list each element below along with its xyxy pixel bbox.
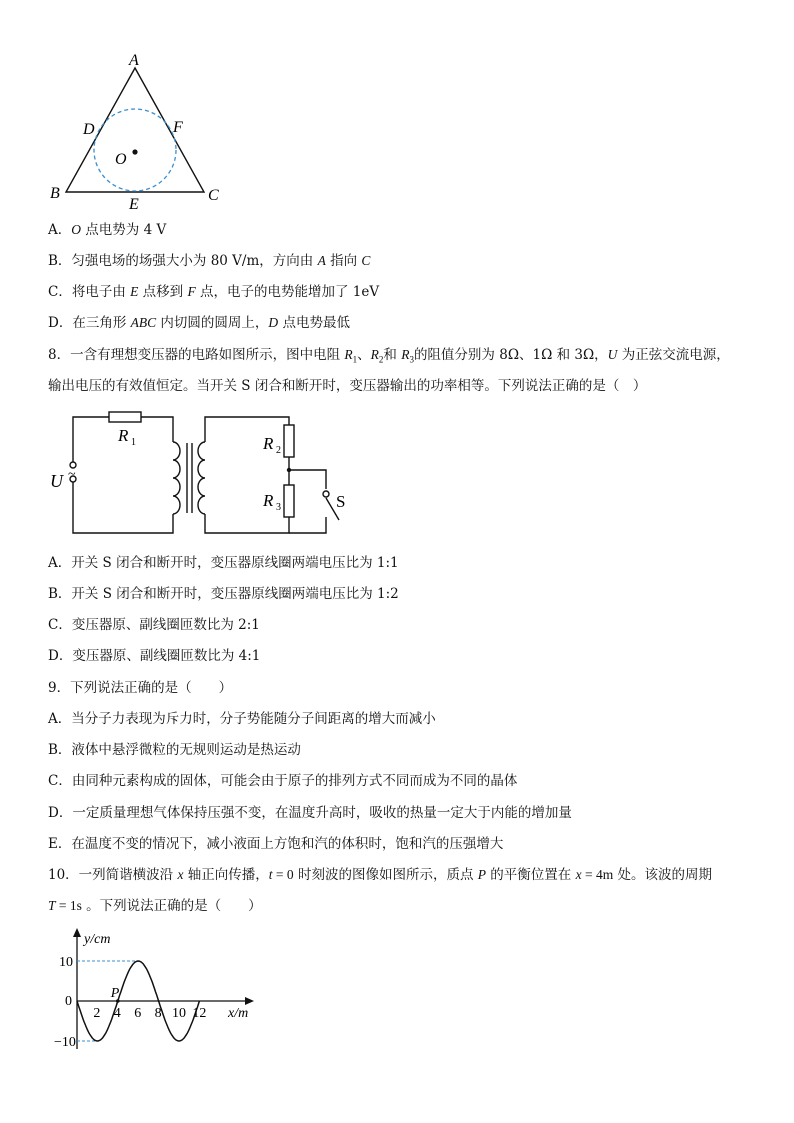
y-axis-label: y/cm: [84, 932, 111, 947]
primary-wire: [73, 417, 109, 462]
switch-branch-bottom: [289, 517, 326, 533]
primary-wire-bottom: [73, 481, 173, 533]
q8-option-a: A．开关 S 闭合和断开时，变压器原线圈两端电压比为 1:1: [48, 555, 399, 571]
wave-chart: [40, 925, 270, 1060]
label-r3-sub: 3: [276, 502, 281, 513]
label-r2: R: [263, 434, 274, 453]
q10-stem-line1: 10．一列简谐横波沿 x 轴正向传播，t = 0 时刻波的图像如图所示，质点 P 的平衡位置在 x = 4m 处。该波的周期: [48, 867, 713, 883]
triangle-figure: [40, 50, 240, 213]
x-axis-arrow: [245, 997, 254, 1005]
q9-option-e: E．在温度不变的情况下，减小液面上方饱和汽的体积时，饱和汽的压强增大: [48, 836, 504, 852]
q7-option-b: B．匀强电场的场强大小为 80 V/m，方向由 A 指向 C: [48, 253, 371, 269]
label-r3: R: [263, 491, 274, 510]
q7-option-d: D．在三角形 ABC 内切圆的圆周上，D 点电势最低: [48, 315, 350, 331]
x-tick-10: 10: [172, 1006, 186, 1021]
label-e: E: [129, 196, 139, 213]
q8-stem-line1: 8．一含有理想变压器的电路如图所示，图中电阻 $R_1$、$R_2$和 $R_3$的阻值分别为 8Ω、1Ω 和 3Ω，U 为正弦交流电源，: [48, 347, 730, 365]
q9-option-d: D．一定质量理想气体保持压强不变，在温度升高时，吸收的热量一定大于内能的增加量: [48, 805, 572, 821]
point-p-label: P: [110, 986, 120, 1001]
label-s: S: [336, 492, 346, 511]
q7-option-a: A．O 点电势为 4 V: [48, 222, 167, 238]
q9-option-a: A．当分子力表现为斥力时，分子势能随分子间距离的增大而减小: [48, 711, 436, 727]
label-b: B: [50, 185, 60, 202]
label-o: O: [115, 151, 127, 168]
x-tick-2: 2: [93, 1006, 101, 1021]
q9-stem: 9．下列说法正确的是（ ）: [48, 680, 233, 696]
q9-option-b: B．液体中悬浮微粒的无规则运动是热运动: [48, 742, 301, 758]
y-tick-neg10: −10: [54, 1035, 76, 1050]
switch-contact: [323, 491, 329, 497]
label-tilde: ~: [68, 467, 76, 482]
secondary-coil: [198, 442, 205, 514]
primary-coil: [173, 442, 180, 514]
q8-option-c: C．变压器原、副线圈匝数比为 2:1: [48, 617, 260, 633]
resistor-r1: [109, 412, 141, 422]
label-c: C: [208, 187, 219, 204]
x-axis-label: x/m: [228, 1006, 249, 1021]
center-dot: [132, 149, 137, 154]
y-tick-0: 0: [65, 994, 72, 1009]
resistor-r3: [284, 485, 294, 517]
x-tick-4: 4: [113, 1006, 121, 1021]
y-axis-arrow: [73, 928, 81, 937]
label-u: U: [50, 471, 63, 491]
label-f: F: [173, 119, 183, 136]
q8-option-d: D．变压器原、副线圈匝数比为 4:1: [48, 648, 261, 664]
junction-dot: [287, 468, 291, 472]
q8-stem-line2: 输出电压的有效值恒定。当开关 S 闭合和断开时，变压器输出的功率相等。下列说法正确的是（ ）: [48, 378, 647, 394]
secondary-wire-bottom: [205, 514, 289, 533]
q8-option-b: B．开关 S 闭合和断开时，变压器原线圈两端电压比为 1:2: [48, 586, 399, 602]
label-r2-sub: 2: [276, 445, 281, 456]
y-tick-10: 10: [59, 955, 73, 970]
circuit-figure: [46, 405, 366, 545]
label-a: A: [129, 52, 139, 69]
label-r1-sub: 1: [131, 437, 136, 448]
q7-option-c: C．将电子由 E 点移到 F 点，电子的电势能增加了 1eV: [48, 284, 380, 300]
secondary-wire-top: [205, 417, 289, 442]
x-tick-6: 6: [134, 1006, 142, 1021]
primary-wire-top-right: [141, 417, 173, 442]
resistor-r2: [284, 425, 294, 457]
label-r1: R: [118, 426, 129, 445]
x-tick-8: 8: [154, 1006, 162, 1021]
label-d: D: [83, 121, 95, 138]
q9-option-c: C．由同种元素构成的固体，可能会由于原子的排列方式不同而成为不同的晶体: [48, 773, 518, 789]
q10-stem-line2: T = 1s 。下列说法正确的是（ ）: [48, 898, 262, 914]
x-tick-12: 12: [192, 1006, 207, 1021]
